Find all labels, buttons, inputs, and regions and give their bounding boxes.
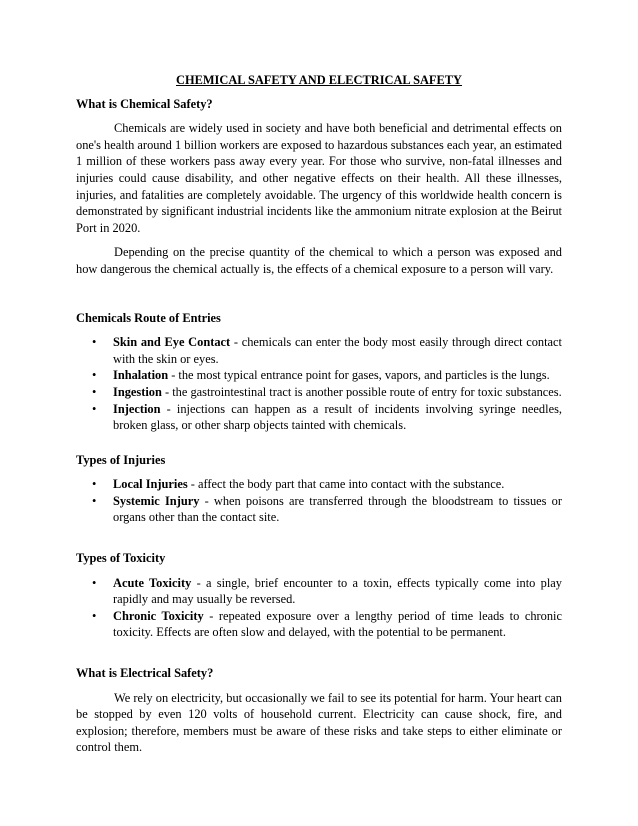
list-item-text: - affect the body part that came into contact with the substance. — [187, 477, 505, 492]
list-item-text: - the gastrointestinal tract is another possible route of entry for toxic substances. — [161, 384, 562, 399]
list-item-term: Inhalation — [113, 368, 169, 383]
list-item-text: - chemicals can enter the body most easily through direct contact with the skin or eyes. — [113, 335, 562, 366]
bullet-icon: • — [92, 477, 97, 492]
list-item-term: Skin and Eye Contact — [113, 335, 231, 350]
heading-electrical-safety: What is Electrical Safety? — [76, 666, 214, 681]
bullet-icon: • — [92, 368, 97, 383]
bullet-icon: • — [92, 335, 97, 350]
list-item-term: Acute Toxicity — [113, 575, 192, 590]
document-title: CHEMICAL SAFETY AND ELECTRICAL SAFETY — [176, 73, 462, 87]
paragraph-chemical-exposure: Depending on the precise quantity of the chemical to which a person was exposed and how dangerous the chemical actually is, the effects of a chemical exposure to a person will vary. — [76, 245, 562, 276]
list-item-term: Injection — [113, 401, 161, 416]
list-item-text: - repeated exposure over a lengthy period of time leads to chronic toxicity. Effects are often slow and delayed, with the potential to be permanent. — [113, 608, 562, 640]
list-item — [76, 367, 562, 384]
list-item — [76, 608, 562, 641]
list-item — [76, 575, 562, 608]
list-item-text: - injections can happen as a result of incidents involving syringe needles, broken glass, or other sharp objects tainted with chemicals. — [113, 401, 562, 433]
bullet-icon: • — [92, 401, 97, 416]
list-item — [76, 493, 562, 526]
document-page — [76, 72, 562, 764]
list-item — [76, 384, 562, 401]
heading-chemical-safety: What is Chemical Safety? — [76, 96, 213, 111]
list-item-text: - the most typical entrance point for gases, vapors, and particles is the lungs. — [168, 368, 550, 383]
list-item-term: Ingestion — [113, 384, 162, 399]
bullet-icon: • — [92, 608, 97, 623]
list-item — [76, 334, 562, 367]
bullet-icon: • — [92, 575, 97, 590]
list-types-of-injuries — [76, 476, 562, 526]
heading-types-of-injuries: Types of Injuries — [76, 452, 166, 467]
bullet-icon: • — [92, 384, 97, 399]
list-item-term: Local Injuries — [113, 477, 188, 492]
list-item-term: Chronic Toxicity — [113, 608, 204, 623]
list-item-text: - a single, brief encounter to a toxin, effects typically come into play rapidly and may usually be reversed. — [113, 575, 562, 607]
heading-types-of-toxicity: Types of Toxicity — [76, 551, 166, 566]
paragraph-chemical-intro: Chemicals are widely used in society and have both beneficial and detrimental effects on one's health around 1 billion workers are exposed to hazardous substances each year, an estimated 1 million of these workers pass away every year. For those who survive, non-fatal illnesses and injuries could cause disability, and other negative effects on their health. All these illnesses, injuries, and fatalities are completely avoidable. The urgency of this worldwide health concern is demonstrated by significant industrial incidents like the ammonium nitrate explosion at the Beirut Port in 2020. — [76, 121, 562, 235]
paragraph-electrical-intro: We rely on electricity, but occasionally we fail to see its potential for harm. Your heart can be stopped by even 120 volts of household current. Electricity can cause shock, fire, and explosion; therefore, members must be aware of these risks and take steps to either eliminate or control them. — [76, 690, 562, 755]
heading-route-of-entries: Chemicals Route of Entries — [76, 310, 221, 325]
bullet-icon: • — [92, 493, 97, 508]
list-item-text: - when poisons are transferred through the bloodstream to tissues or organs other than the contact site. — [113, 493, 562, 525]
list-item — [76, 401, 562, 434]
list-item — [76, 476, 562, 493]
list-route-of-entries — [76, 334, 562, 434]
list-types-of-toxicity — [76, 575, 562, 641]
list-item-term: Systemic Injury — [113, 493, 200, 508]
